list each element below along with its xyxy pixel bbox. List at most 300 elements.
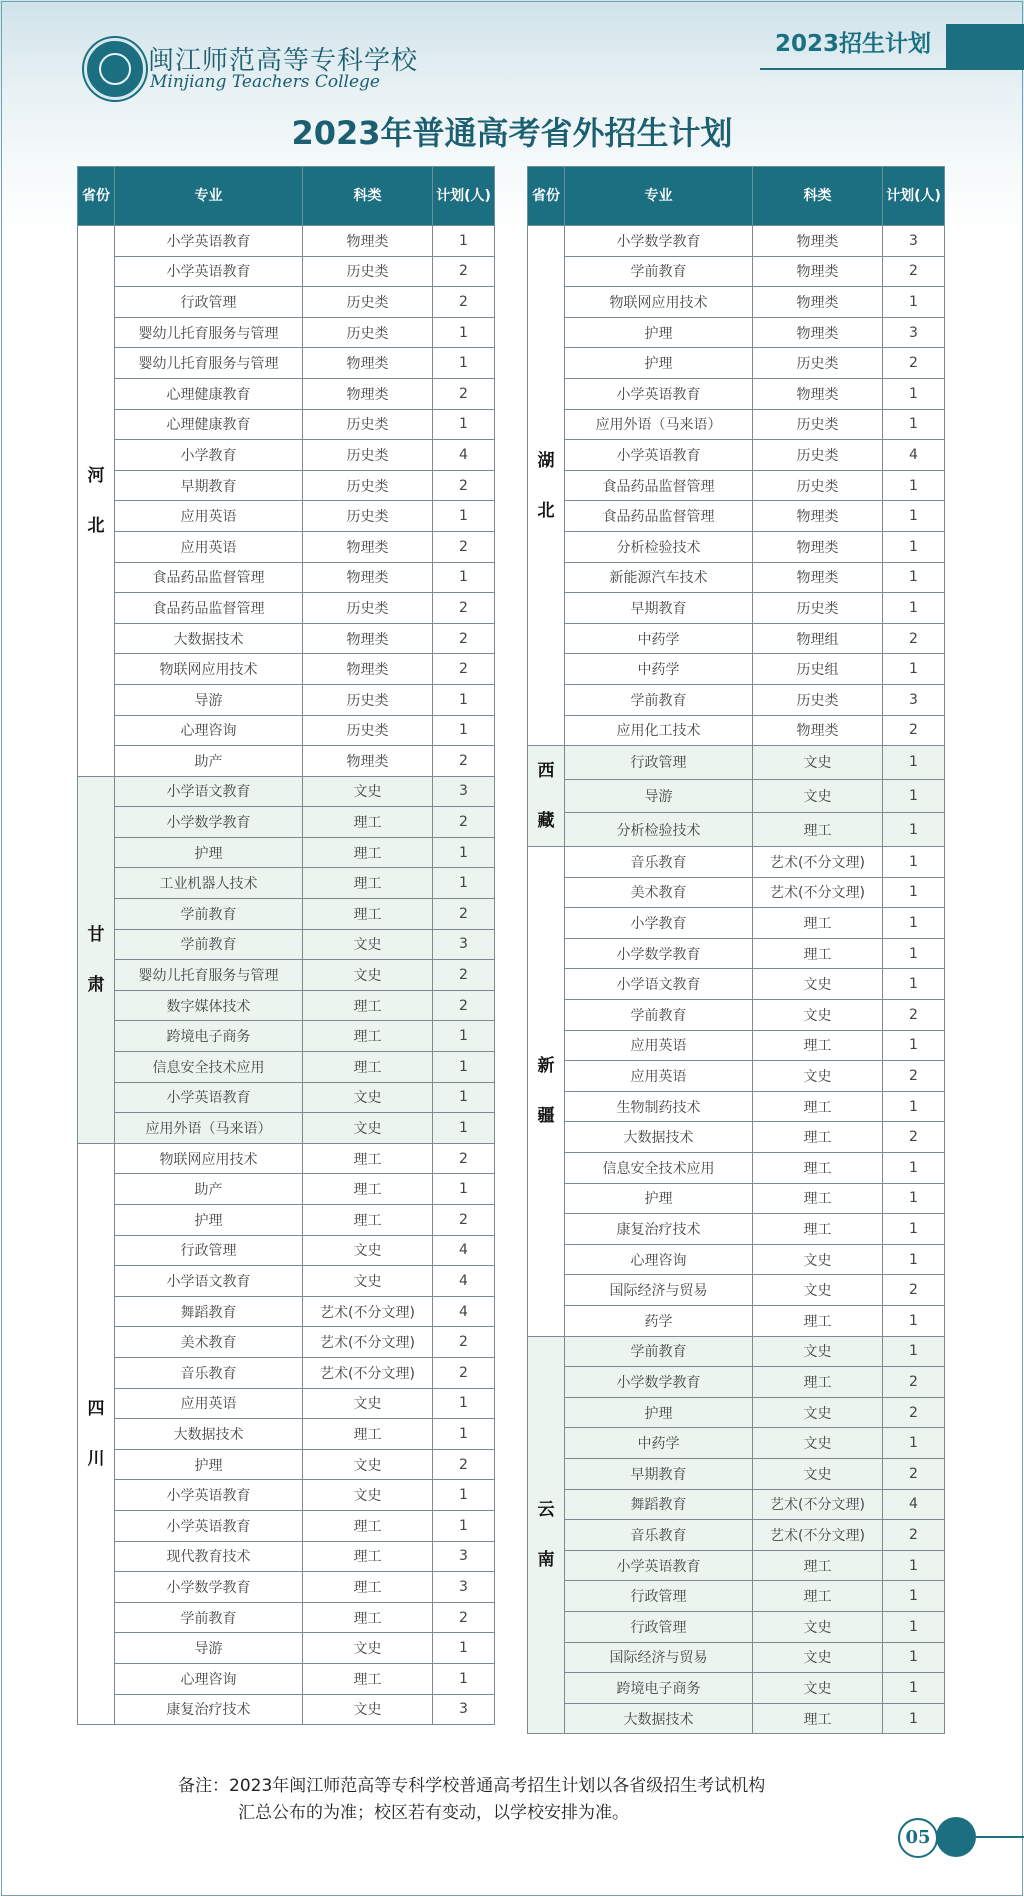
major-cell: 中药学 (565, 623, 753, 654)
category-cell: 历史组 (753, 654, 883, 685)
category-cell: 物理类 (753, 501, 883, 532)
category-cell: 文史 (303, 1235, 433, 1266)
category-cell: 文史 (303, 776, 433, 807)
category-cell: 物理类 (753, 317, 883, 348)
plan-cell: 2 (883, 256, 945, 287)
table-row (78, 1052, 495, 1083)
category-cell: 理工 (753, 1122, 883, 1153)
major-cell: 小学英语教育 (565, 1550, 753, 1581)
category-cell: 物理类 (303, 378, 433, 409)
major-cell: 心理咨询 (115, 715, 303, 746)
table-row (78, 1480, 495, 1511)
plan-cell: 1 (433, 1510, 495, 1541)
major-cell: 婴幼儿托育服务与管理 (115, 317, 303, 348)
table-row (78, 899, 495, 930)
category-cell: 历史类 (303, 287, 433, 318)
category-cell: 历史类 (303, 501, 433, 532)
category-cell: 文史 (753, 779, 883, 813)
category-cell: 历史类 (303, 593, 433, 624)
table-row (528, 1122, 945, 1153)
table-row (528, 847, 945, 878)
table-row (528, 813, 945, 847)
table-row (78, 593, 495, 624)
major-cell: 物联网应用技术 (565, 287, 753, 318)
category-cell: 艺术(不分文理) (303, 1327, 433, 1358)
table-row (78, 1357, 495, 1388)
category-cell: 历史类 (303, 440, 433, 471)
table-row (78, 960, 495, 991)
major-cell: 音乐教育 (565, 1520, 753, 1551)
table-row (78, 1174, 495, 1205)
category-cell: 历史类 (303, 470, 433, 501)
category-cell: 理工 (753, 1581, 883, 1612)
category-cell: 文史 (753, 969, 883, 1000)
category-cell: 文史 (303, 1388, 433, 1419)
plan-cell: 3 (433, 1541, 495, 1572)
plan-cell: 2 (883, 715, 945, 746)
major-cell: 音乐教育 (565, 847, 753, 878)
table-row (78, 287, 495, 318)
major-cell: 小学教育 (115, 440, 303, 471)
table-row (528, 226, 945, 257)
table-row (528, 1550, 945, 1581)
table-row (78, 990, 495, 1021)
table-row (78, 378, 495, 409)
category-cell: 文史 (303, 929, 433, 960)
table-row (528, 1458, 945, 1489)
province-cell: 新 疆 (528, 847, 565, 1337)
category-cell: 文史 (753, 1428, 883, 1459)
table-row (78, 531, 495, 562)
plan-cell: 1 (433, 868, 495, 899)
major-cell: 食品药品监督管理 (565, 470, 753, 501)
plan-cell: 1 (883, 1183, 945, 1214)
table-row (78, 1388, 495, 1419)
table-row (528, 409, 945, 440)
header-province: 省份 (78, 167, 115, 226)
table-row (78, 440, 495, 471)
table-row (528, 317, 945, 348)
plan-cell: 1 (883, 877, 945, 908)
category-cell: 理工 (303, 1541, 433, 1572)
category-cell: 物理类 (303, 654, 433, 685)
plan-cell: 1 (433, 1663, 495, 1694)
table-row (78, 1694, 495, 1725)
major-cell: 中药学 (565, 1428, 753, 1459)
category-cell: 历史类 (753, 440, 883, 471)
table-row (78, 1449, 495, 1480)
major-cell: 小学语文教育 (565, 969, 753, 1000)
major-cell: 助产 (115, 746, 303, 777)
plan-cell: 1 (433, 348, 495, 379)
plan-cell: 1 (883, 813, 945, 847)
header-tag: 2023招生计划 (774, 31, 931, 57)
category-cell: 文史 (753, 1244, 883, 1275)
category-cell: 理工 (753, 813, 883, 847)
table-row (78, 654, 495, 685)
table-row (528, 593, 945, 624)
enrollment-table-right (527, 166, 945, 1734)
plan-cell: 2 (883, 1122, 945, 1153)
table-row (528, 1581, 945, 1612)
plan-cell: 2 (433, 623, 495, 654)
category-cell: 物理类 (753, 378, 883, 409)
table-row (528, 877, 945, 908)
major-cell: 小学英语教育 (565, 440, 753, 471)
plan-cell: 2 (433, 807, 495, 838)
category-cell: 艺术(不分文理) (753, 847, 883, 878)
table-row (528, 1061, 945, 1092)
category-cell: 历史类 (303, 409, 433, 440)
major-cell: 行政管理 (565, 1611, 753, 1642)
plan-cell: 1 (883, 378, 945, 409)
major-cell: 学前教育 (115, 899, 303, 930)
category-cell: 理工 (303, 1021, 433, 1052)
category-cell: 历史类 (753, 409, 883, 440)
major-cell: 音乐教育 (115, 1357, 303, 1388)
plan-cell: 2 (433, 378, 495, 409)
plan-cell: 1 (883, 531, 945, 562)
plan-cell: 4 (883, 1489, 945, 1520)
table-row (528, 969, 945, 1000)
plan-cell: 1 (433, 562, 495, 593)
plan-cell: 4 (433, 1296, 495, 1327)
plan-cell: 4 (883, 440, 945, 471)
plan-cell: 1 (433, 501, 495, 532)
major-cell: 早期教育 (565, 593, 753, 624)
table-row (528, 654, 945, 685)
header-province: 省份 (528, 167, 565, 226)
plan-cell: 1 (433, 317, 495, 348)
major-cell: 心理健康教育 (115, 378, 303, 409)
plan-cell: 1 (883, 1306, 945, 1337)
category-cell: 文史 (303, 1082, 433, 1113)
plan-cell: 2 (883, 1367, 945, 1398)
table-row (528, 1183, 945, 1214)
category-cell: 物理类 (303, 348, 433, 379)
major-cell: 小学英语教育 (565, 378, 753, 409)
table-row (78, 1327, 495, 1358)
college-name-en: Minjiang Teachers College (150, 72, 380, 92)
table-row (528, 715, 945, 746)
category-cell: 物理类 (303, 623, 433, 654)
category-cell: 艺术(不分文理) (303, 1357, 433, 1388)
table-row (528, 1275, 945, 1306)
table-row (78, 1235, 495, 1266)
category-cell: 理工 (303, 1205, 433, 1236)
category-cell: 文史 (303, 1480, 433, 1511)
table-row (78, 1602, 495, 1633)
plan-cell: 1 (883, 470, 945, 501)
category-cell: 理工 (303, 807, 433, 838)
major-cell: 分析检验技术 (565, 531, 753, 562)
header-category: 科类 (303, 167, 433, 226)
major-cell: 物联网应用技术 (115, 654, 303, 685)
table-row (528, 470, 945, 501)
major-cell: 生物制药技术 (565, 1091, 753, 1122)
plan-cell: 1 (883, 1673, 945, 1704)
category-cell: 文史 (753, 1000, 883, 1031)
major-cell: 工业机器人技术 (115, 868, 303, 899)
plan-cell: 3 (433, 776, 495, 807)
table-row (528, 1336, 945, 1367)
plan-cell: 4 (433, 1266, 495, 1297)
major-cell: 导游 (565, 779, 753, 813)
major-cell: 小学英语教育 (115, 226, 303, 257)
province-cell: 湖 北 (528, 226, 565, 746)
plan-cell: 1 (883, 1030, 945, 1061)
major-cell: 心理咨询 (565, 1244, 753, 1275)
major-cell: 应用英语 (565, 1030, 753, 1061)
major-cell: 现代教育技术 (115, 1541, 303, 1572)
plan-cell: 1 (883, 1244, 945, 1275)
table-row (528, 562, 945, 593)
category-cell: 理工 (753, 1091, 883, 1122)
category-cell: 理工 (303, 899, 433, 930)
major-cell: 应用外语（马来语） (565, 409, 753, 440)
category-cell: 文史 (753, 1611, 883, 1642)
header-plan: 计划(人) (883, 167, 945, 226)
table-row (528, 1030, 945, 1061)
major-cell: 分析检验技术 (565, 813, 753, 847)
category-cell: 文史 (753, 1458, 883, 1489)
category-cell: 理工 (753, 1550, 883, 1581)
category-cell: 理工 (303, 1174, 433, 1205)
plan-cell: 2 (883, 1397, 945, 1428)
category-cell: 文史 (303, 1266, 433, 1297)
plan-cell: 1 (433, 1480, 495, 1511)
category-cell: 文史 (753, 746, 883, 780)
plan-cell: 3 (433, 929, 495, 960)
plan-cell: 1 (883, 1091, 945, 1122)
category-cell: 理工 (303, 1052, 433, 1083)
category-cell: 文史 (303, 1633, 433, 1664)
major-cell: 大数据技术 (115, 1419, 303, 1450)
major-cell: 心理健康教育 (115, 409, 303, 440)
table-row (528, 684, 945, 715)
major-cell: 国际经济与贸易 (565, 1642, 753, 1673)
category-cell: 文史 (753, 1673, 883, 1704)
plan-cell: 1 (883, 409, 945, 440)
college-logo-icon (84, 38, 146, 100)
plan-cell: 1 (883, 1550, 945, 1581)
category-cell: 理工 (753, 938, 883, 969)
category-cell: 物理类 (303, 562, 433, 593)
major-cell: 小学数学教育 (115, 807, 303, 838)
category-cell: 物理类 (753, 226, 883, 257)
plan-cell: 2 (883, 1275, 945, 1306)
major-cell: 助产 (115, 1174, 303, 1205)
plan-cell: 1 (883, 1581, 945, 1612)
plan-cell: 1 (433, 226, 495, 257)
table-row (528, 1673, 945, 1704)
major-cell: 物联网应用技术 (115, 1143, 303, 1174)
table-row (78, 317, 495, 348)
category-cell: 文史 (303, 1694, 433, 1725)
major-cell: 中药学 (565, 654, 753, 685)
plan-cell: 1 (433, 684, 495, 715)
table-row (78, 1082, 495, 1113)
header-category: 科类 (753, 167, 883, 226)
table-row (528, 1397, 945, 1428)
plan-cell: 2 (433, 1602, 495, 1633)
table-row (528, 1611, 945, 1642)
province-cell: 云 南 (528, 1336, 565, 1734)
page-number-line (976, 1836, 1024, 1838)
plan-cell: 1 (883, 969, 945, 1000)
plan-cell: 3 (433, 1694, 495, 1725)
major-cell: 舞蹈教育 (565, 1489, 753, 1520)
table-row (528, 531, 945, 562)
plan-cell: 3 (883, 684, 945, 715)
table-row (78, 1419, 495, 1450)
table-row (78, 226, 495, 257)
major-cell: 小学英语教育 (115, 256, 303, 287)
category-cell: 理工 (753, 908, 883, 939)
table-row (78, 1510, 495, 1541)
category-cell: 理工 (753, 1367, 883, 1398)
table-row (78, 929, 495, 960)
category-cell: 历史类 (753, 593, 883, 624)
table-row (528, 378, 945, 409)
plan-cell: 3 (433, 1572, 495, 1603)
plan-cell: 1 (883, 1428, 945, 1459)
header-tag-bar (946, 24, 1024, 68)
table-row (78, 746, 495, 777)
major-cell: 行政管理 (565, 746, 753, 780)
table-row (528, 501, 945, 532)
category-cell: 理工 (753, 1703, 883, 1734)
major-cell: 护理 (115, 1205, 303, 1236)
major-cell: 护理 (565, 348, 753, 379)
footnote-line-2: 汇总公布的为准；校区若有变动，以学校安排为准。 (238, 1803, 629, 1823)
category-cell: 文史 (753, 1397, 883, 1428)
plan-cell: 1 (883, 1703, 945, 1734)
category-cell: 理工 (753, 1214, 883, 1245)
page-number: 05 (898, 1818, 938, 1858)
plan-cell: 1 (883, 1642, 945, 1673)
major-cell: 小学英语教育 (115, 1510, 303, 1541)
enrollment-table-left (77, 166, 495, 1725)
major-cell: 早期教育 (115, 470, 303, 501)
plan-cell: 2 (433, 899, 495, 930)
category-cell: 理工 (303, 868, 433, 899)
category-cell: 历史类 (753, 470, 883, 501)
table-row (78, 1541, 495, 1572)
category-cell: 历史类 (303, 715, 433, 746)
major-cell: 学前教育 (115, 1602, 303, 1633)
plan-cell: 1 (433, 1174, 495, 1205)
table-row (78, 348, 495, 379)
plan-cell: 1 (883, 1611, 945, 1642)
major-cell: 小学数学教育 (565, 1367, 753, 1398)
header-plan: 计划(人) (433, 167, 495, 226)
category-cell: 历史类 (753, 684, 883, 715)
plan-cell: 2 (883, 1061, 945, 1092)
category-cell: 物理类 (303, 226, 433, 257)
table-row (78, 837, 495, 868)
category-cell: 理工 (753, 1306, 883, 1337)
plan-cell: 1 (433, 715, 495, 746)
category-cell: 文史 (303, 1449, 433, 1480)
table-row (78, 562, 495, 593)
plan-cell: 2 (433, 1357, 495, 1388)
table-row (78, 256, 495, 287)
category-cell: 文史 (303, 1113, 433, 1144)
category-cell: 物理类 (753, 256, 883, 287)
category-cell: 理工 (303, 990, 433, 1021)
major-cell: 舞蹈教育 (115, 1296, 303, 1327)
major-cell: 应用外语（马来语） (115, 1113, 303, 1144)
plan-cell: 1 (883, 1214, 945, 1245)
major-cell: 学前教育 (565, 1000, 753, 1031)
province-cell: 四 川 (78, 1143, 115, 1724)
major-cell: 信息安全技术应用 (565, 1153, 753, 1184)
table-row (528, 1091, 945, 1122)
table-row (78, 1143, 495, 1174)
plan-cell: 1 (883, 562, 945, 593)
table-header-row (528, 167, 945, 226)
plan-cell: 2 (883, 623, 945, 654)
category-cell: 理工 (303, 1602, 433, 1633)
major-cell: 导游 (115, 1633, 303, 1664)
major-cell: 应用英语 (115, 531, 303, 562)
table-row (78, 868, 495, 899)
major-cell: 应用化工技术 (565, 715, 753, 746)
plan-cell: 2 (433, 531, 495, 562)
table-row (78, 470, 495, 501)
table-row (78, 1266, 495, 1297)
category-cell: 历史类 (303, 684, 433, 715)
category-cell: 物理类 (753, 287, 883, 318)
plan-cell: 1 (433, 1113, 495, 1144)
major-cell: 小学语文教育 (115, 1266, 303, 1297)
major-cell: 应用英语 (115, 1388, 303, 1419)
major-cell: 信息安全技术应用 (115, 1052, 303, 1083)
table-row (528, 1642, 945, 1673)
page-header (0, 0, 1024, 100)
plan-cell: 1 (433, 837, 495, 868)
major-cell: 大数据技术 (565, 1703, 753, 1734)
plan-cell: 4 (433, 440, 495, 471)
table-row (528, 908, 945, 939)
plan-cell: 2 (433, 1205, 495, 1236)
category-cell: 艺术(不分文理) (303, 1296, 433, 1327)
major-cell: 美术教育 (565, 877, 753, 908)
major-cell: 婴幼儿托育服务与管理 (115, 960, 303, 991)
category-cell: 历史类 (303, 317, 433, 348)
plan-cell: 2 (883, 1520, 945, 1551)
major-cell: 美术教育 (115, 1327, 303, 1358)
plan-cell: 1 (433, 1633, 495, 1664)
major-cell: 食品药品监督管理 (115, 593, 303, 624)
category-cell: 理工 (303, 837, 433, 868)
table-row (78, 684, 495, 715)
table-row (78, 501, 495, 532)
table-row (78, 1205, 495, 1236)
plan-cell: 2 (433, 256, 495, 287)
plan-cell: 2 (433, 960, 495, 991)
major-cell: 康复治疗技术 (115, 1694, 303, 1725)
plan-cell: 1 (883, 779, 945, 813)
major-cell: 应用英语 (115, 501, 303, 532)
footnote-line-1: 备注：2023年闽江师范高等专科学校普通高考招生计划以各省级招生考试机构 (178, 1776, 766, 1796)
table-row (528, 1306, 945, 1337)
major-cell: 行政管理 (115, 1235, 303, 1266)
table-row (528, 1489, 945, 1520)
category-cell: 理工 (303, 1419, 433, 1450)
table-row (528, 1244, 945, 1275)
